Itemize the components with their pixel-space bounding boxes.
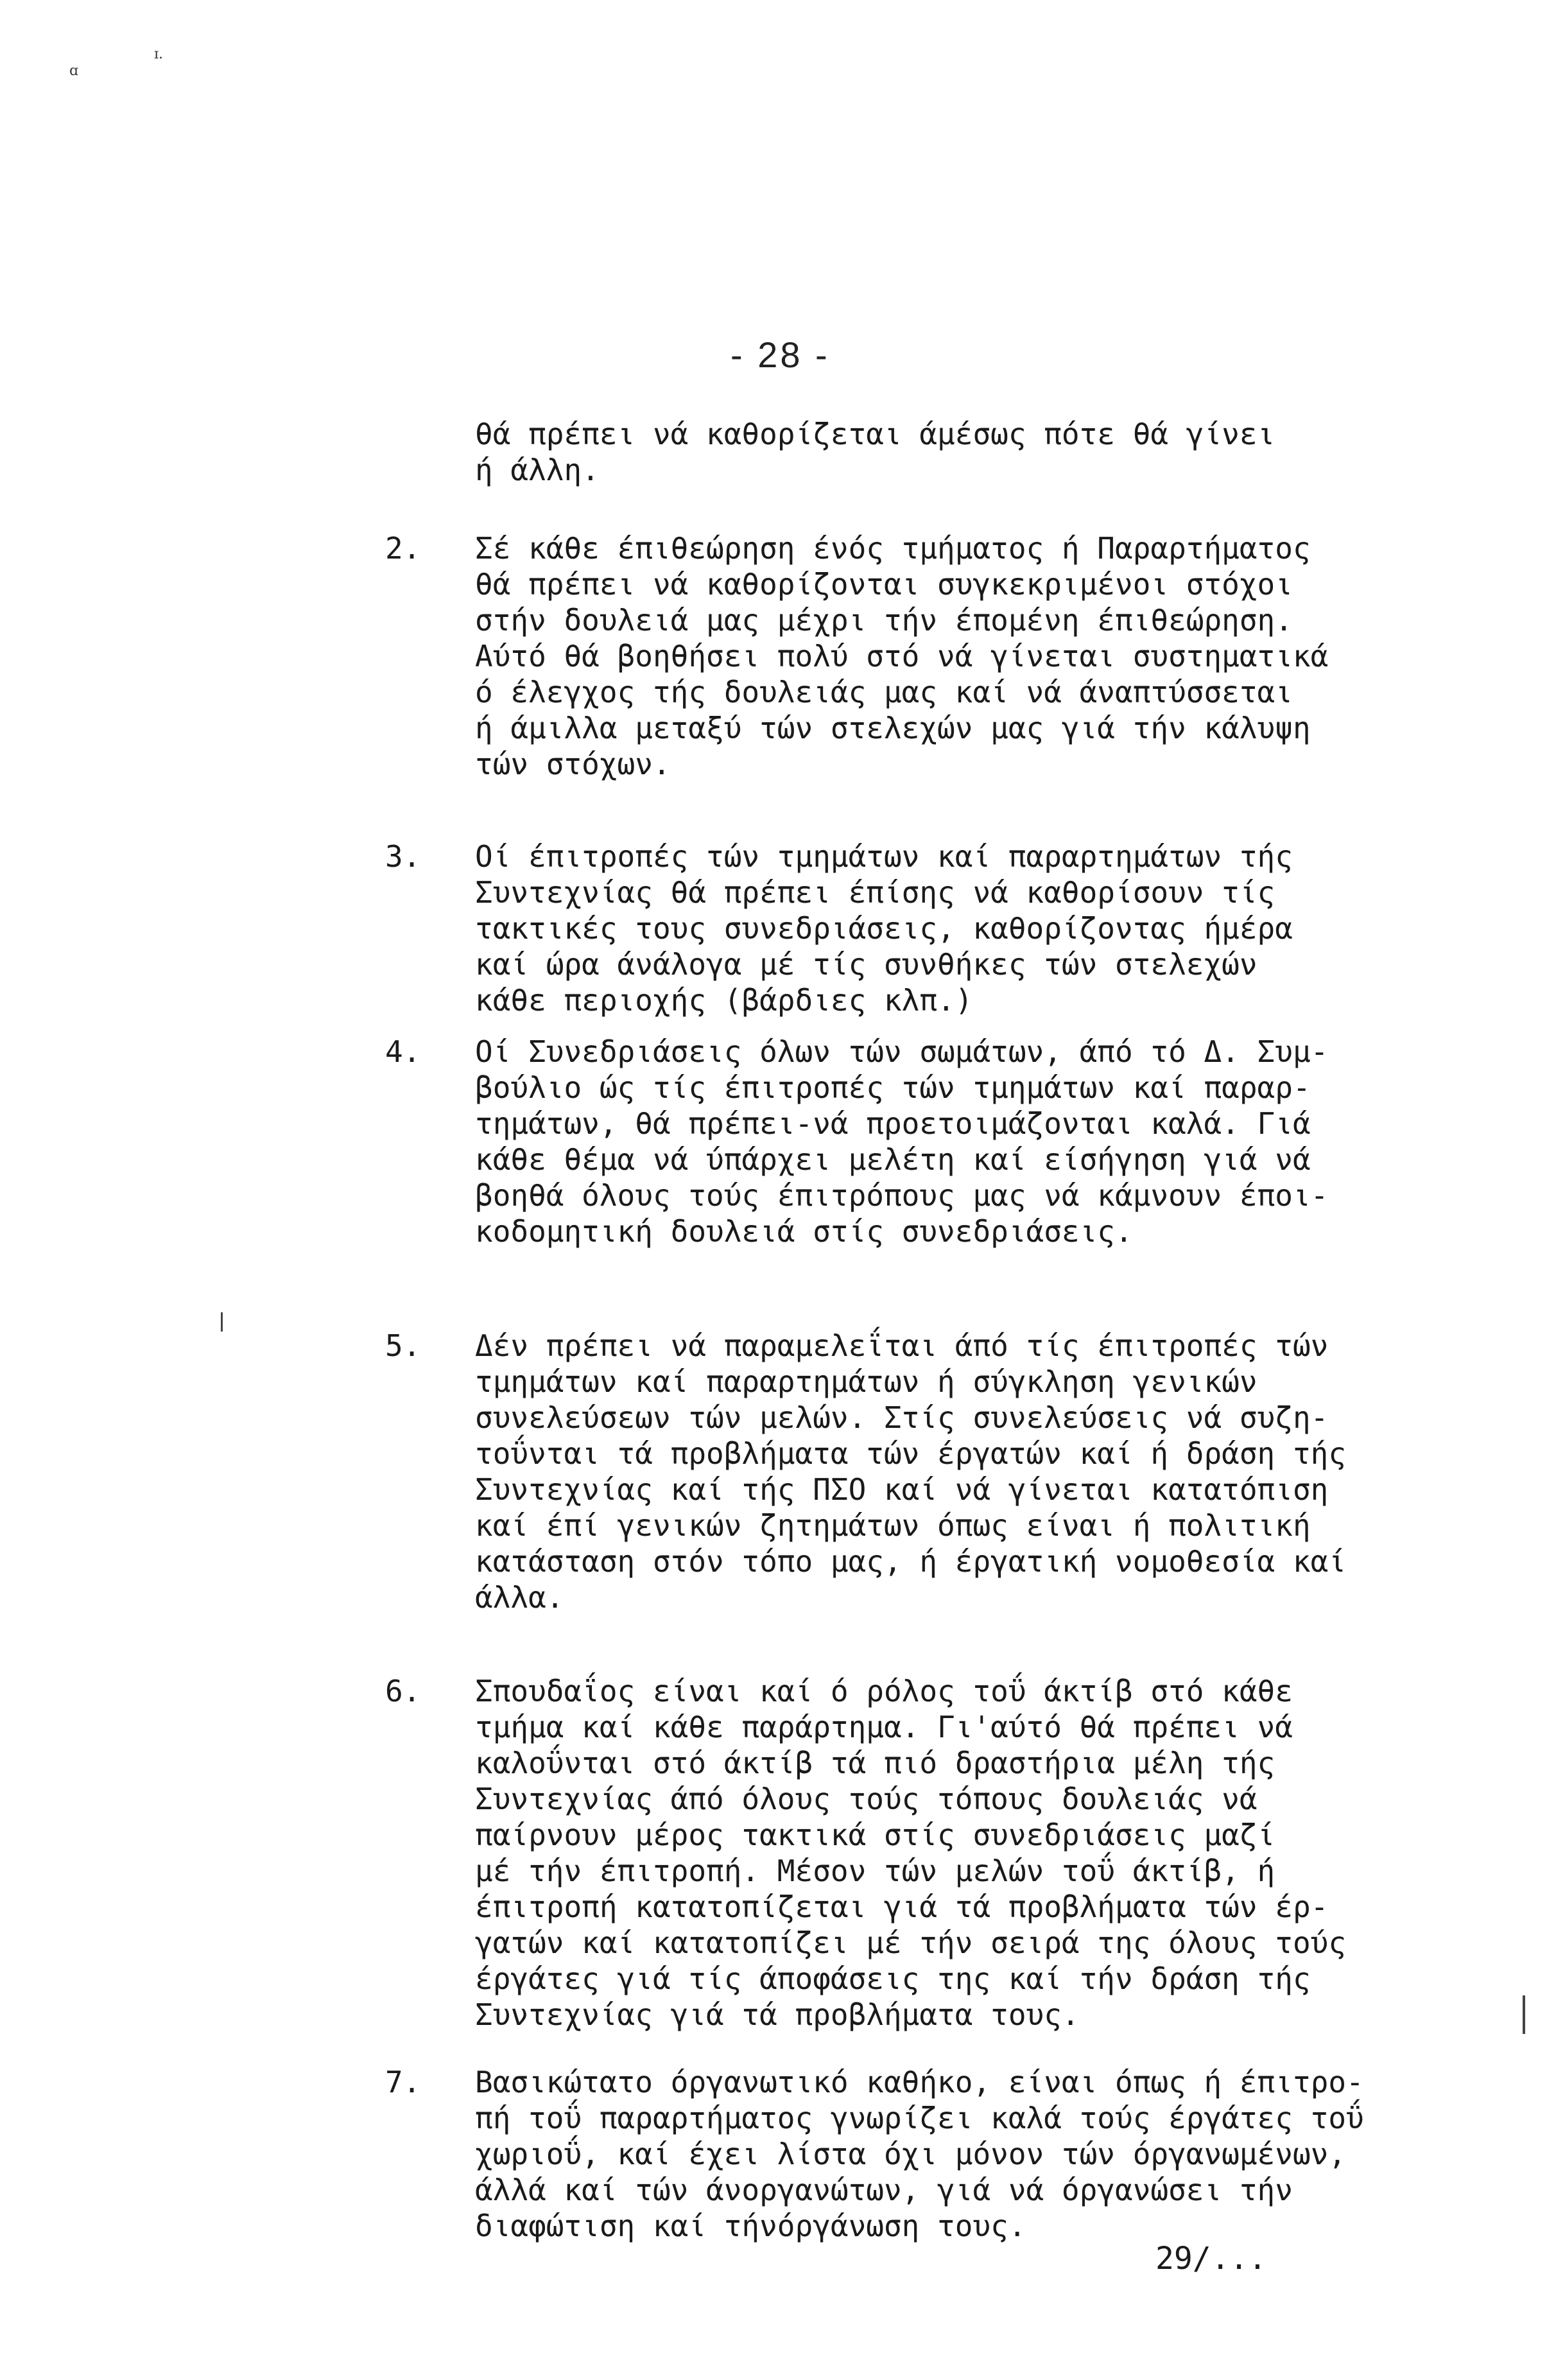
margin-mark: [221, 1312, 223, 1332]
item-number: 6.: [385, 1674, 421, 1708]
item-text: Δέν πρέπει νά παραμελεΐται άπό τίς έπιτροπές τών τμημάτων καί παραρτημάτων ή σύγκληση γενικών συνελεύσεων τών μελών. Στίς συνελεύσεις νά συζη- τοΰνται τά προβλήματα τών έργατών καί ή δράση τής Συντεχνίας καί τής ΠΣΟ καί νά γίνεται κατατόπιση καί έπί γενικών ζητημάτων όπως είναι ή πολιτική κατάσταση στόν τόπο μας, ή έργατική νομοθεσία καί άλλα.: [475, 1328, 1347, 1615]
item-number: 2.: [385, 531, 421, 566]
item-number: 7.: [385, 2065, 421, 2099]
item-text: Οί Συνεδριάσεις όλων τών σωμάτων, άπό τό Δ. Συμ- βούλιο ώς τίς έπιτροπές τών τμημάτων καί παραρ- τημάτων, θά πρέπει-νά προετοιμάζονται καλά. Γιά κάθε θέμα νά ύπάρχει μελέτη καί είσήγηση γιά νά βοηθά όλους τούς έπιτρόπους μας νά κάμνουν έποι- κοδομητική δουλειά στίς συνεδριάσεις.: [475, 1034, 1329, 1249]
item-text: Σέ κάθε έπιθεώρηση ένός τμήματος ή Παραρτήματος θά πρέπει νά καθορίζονται συγκεκριμένοι στόχοι στήν δουλειά μας μέχρι τήν έπομένη έπιθεώρηση. Αύτό θά βοηθήσει πολύ στό νά γίνεται συστηματικά ό έλεγχος τής δουλειάς μας καί νά άναπτύσσεται ή άμιλλα μεταξύ τών στελεχών μας γιά τήν κάλυψη τών στόχων.: [475, 531, 1329, 781]
scan-mark: ɪ.: [154, 46, 164, 62]
item-number: 4.: [385, 1034, 421, 1069]
intro-paragraph: θά πρέπει νά καθορίζεται άμέσως πότε θά γίνει ή άλλη.: [475, 417, 1275, 487]
item-number: 5.: [385, 1328, 421, 1363]
margin-mark: [1523, 1995, 1525, 2034]
item-text: Οί έπιτροπές τών τμημάτων καί παραρτημάτων τής Συντεχνίας θά πρέπει έπίσης νά καθορίσουν τίς τακτικές τους συνεδριάσεις, καθορίζοντας ήμέρα καί ώρα άνάλογα μέ τίς συνθήκες τών στελεχών κάθε περιοχής (βάρδιες κλπ.): [475, 839, 1293, 1018]
page-number: - 28 -: [730, 334, 830, 375]
scan-mark: ɑ: [69, 63, 79, 79]
item-number: 3.: [385, 839, 421, 874]
item-text: Βασικώτατο όργανωτικό καθήκο, είναι όπως ή έπιτρο- πή τοΰ παραρτήματος γνωρίζει καλά τούς έργάτες τοΰ χωριοΰ, καί έχει λίστα όχι μόνον τών όργανωμένων, άλλά καί τών άνοργανώτων, γιά νά όργανώσει τήν διαφώτιση καί τήνόργάνωση τους.: [475, 2065, 1364, 2243]
item-text: Σπουδαΐος είναι καί ό ρόλος τοΰ άκτίβ στό κάθε τμήμα καί κάθε παράρτημα. Γι'αύτό θά πρέπει νά καλοΰνται στό άκτίβ τά πιό δραστήρια μέλη τής Συντεχνίας άπό όλους τούς τόπους δουλειάς νά παίρνουν μέρος τακτικά στίς συνεδριάσεις μαζί μέ τήν έπιτροπή. Μέσον τών μελών τοΰ άκτίβ, ή έπιτροπή κατατοπίζεται γιά τά προβλήματα τών έρ- γατών καί κατατοπίζει μέ τήν σειρά της όλους τούς έργάτες γιά τίς άποφάσεις της καί τήν δράση τής Συντεχνίας γιά τά προβλήματα τους.: [475, 1674, 1347, 2032]
continuation-marker: 29/...: [1155, 2241, 1267, 2277]
